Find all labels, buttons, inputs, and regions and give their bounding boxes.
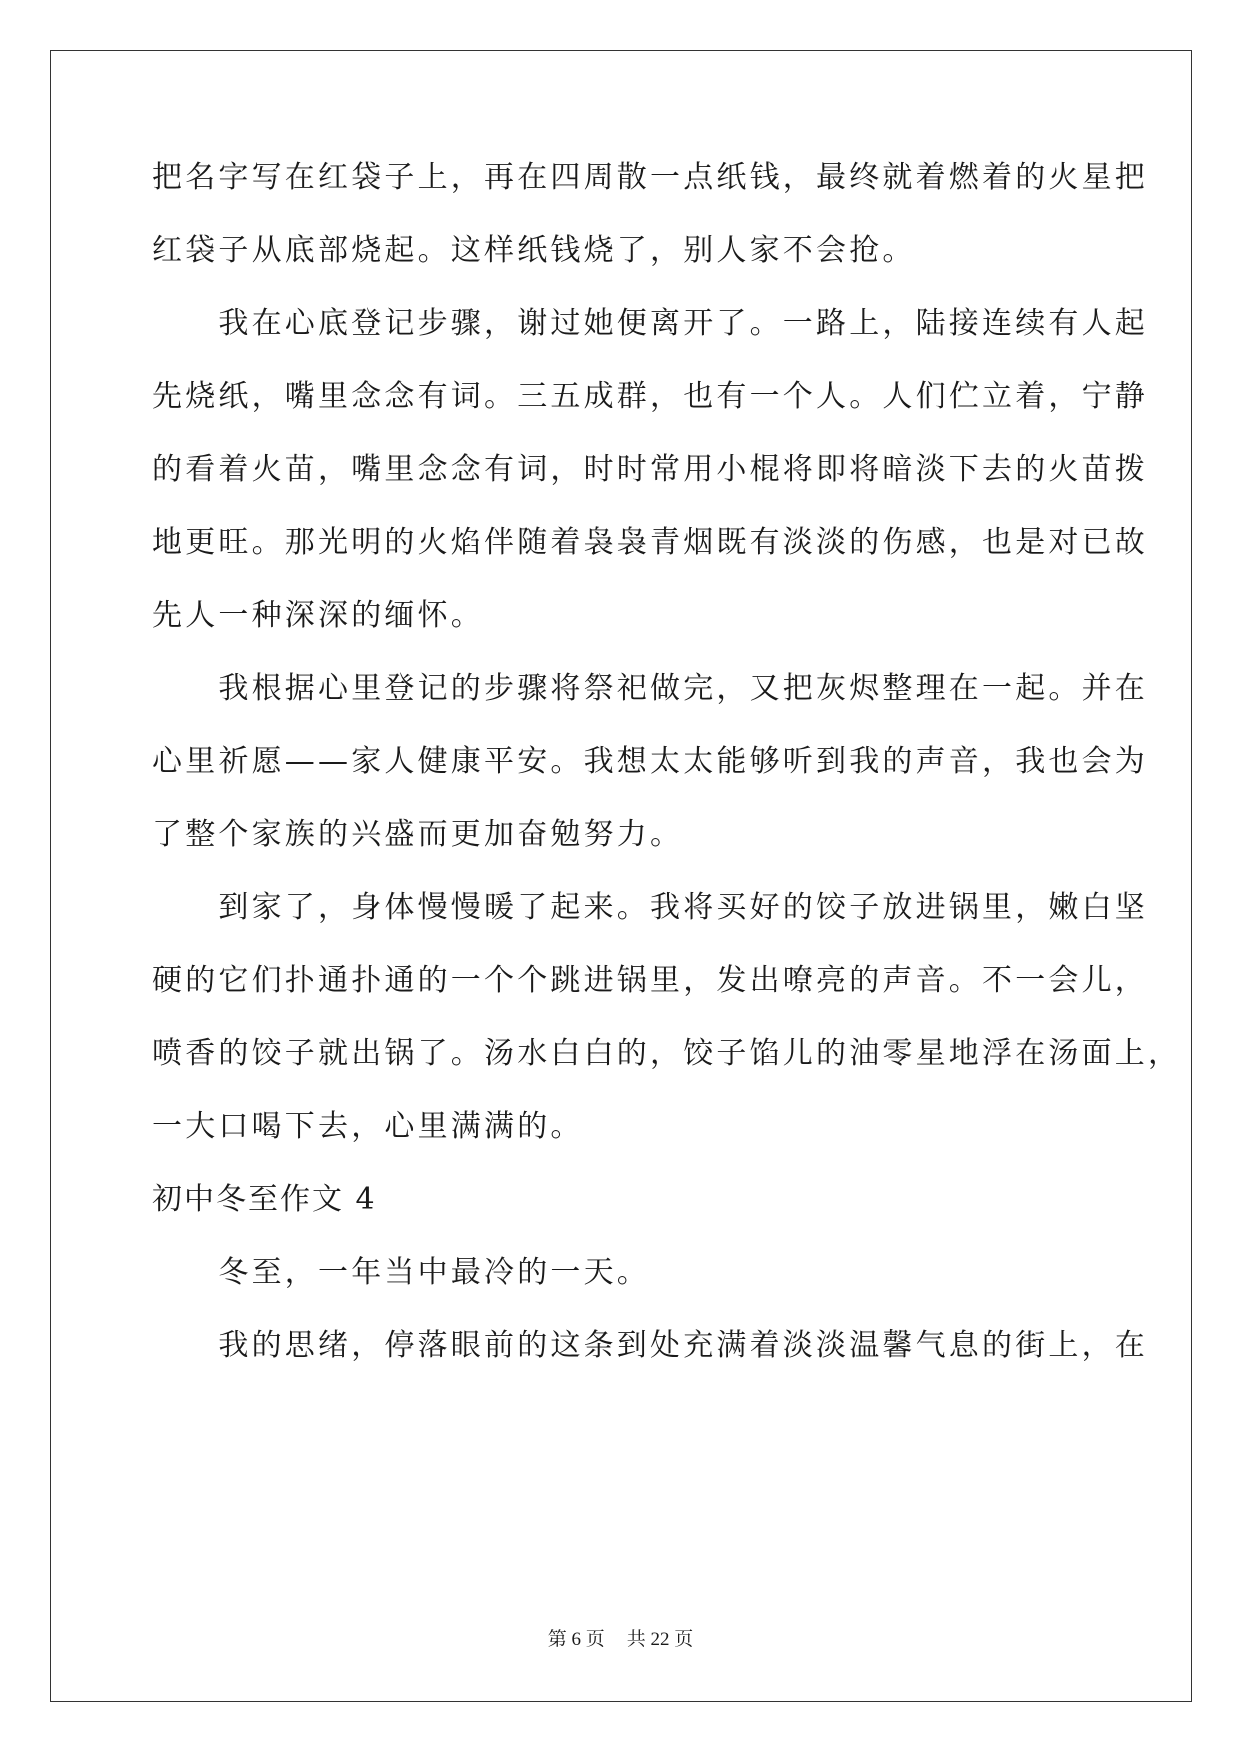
text-line: 红袋子从底部烧起。这样纸钱烧了，别人家不会抢。 <box>152 233 916 268</box>
text-line: 的看着火苗，嘴里念念有词，时时常用小棍将即将暗淡下去的火苗拨 <box>152 452 1148 487</box>
text-line: 一大口喝下去，心里满满的。 <box>152 1109 584 1144</box>
text-line: 我根据心里登记的步骤将祭祀做完，又把灰烬整理在一起。并在 <box>152 671 1148 706</box>
text-line: 硬的它们扑通扑通的一个个跳进锅里，发出嘹亮的声音。不一会儿， <box>152 963 1148 998</box>
page-border <box>50 50 1192 1702</box>
text-line: 我的思绪，停落眼前的这条到处充满着淡淡温馨气息的街上，在 <box>152 1328 1148 1363</box>
text-line: 先烧纸，嘴里念念有词。三五成群，也有一个人。人们伫立着，宁静 <box>152 379 1148 414</box>
text-line: 先人一种深深的缅怀。 <box>152 598 484 633</box>
text-line: 到家了，身体慢慢暖了起来。我将买好的饺子放进锅里，嫩白坚 <box>152 890 1148 925</box>
text-line: 心里祈愿——家人健康平安。我想太太能够听到我的声音，我也会为 <box>152 744 1148 779</box>
text-line: 冬至，一年当中最冷的一天。 <box>152 1255 650 1290</box>
page-total: 共 22 页 <box>626 1629 694 1650</box>
text-line: 我在心底登记步骤，谢过她便离开了。一路上，陆接连续有人起 <box>152 306 1148 341</box>
text-line: 把名字写在红袋子上，再在四周散一点纸钱，最终就着燃着的火星把 <box>152 160 1148 195</box>
text-line: 了整个家族的兴盛而更加奋勉努力。 <box>152 817 684 852</box>
page-footer <box>0 1628 1241 1652</box>
page-number: 第 6 页 <box>547 1629 605 1650</box>
section-heading: 初中冬至作文 4 <box>152 1182 377 1217</box>
text-line: 地更旺。那光明的火焰伴随着袅袅青烟既有淡淡的伤感，也是对已故 <box>152 525 1148 560</box>
text-line: 喷香的饺子就出锅了。汤水白白的，饺子馅儿的油零星地浮在汤面上， <box>152 1036 1182 1071</box>
